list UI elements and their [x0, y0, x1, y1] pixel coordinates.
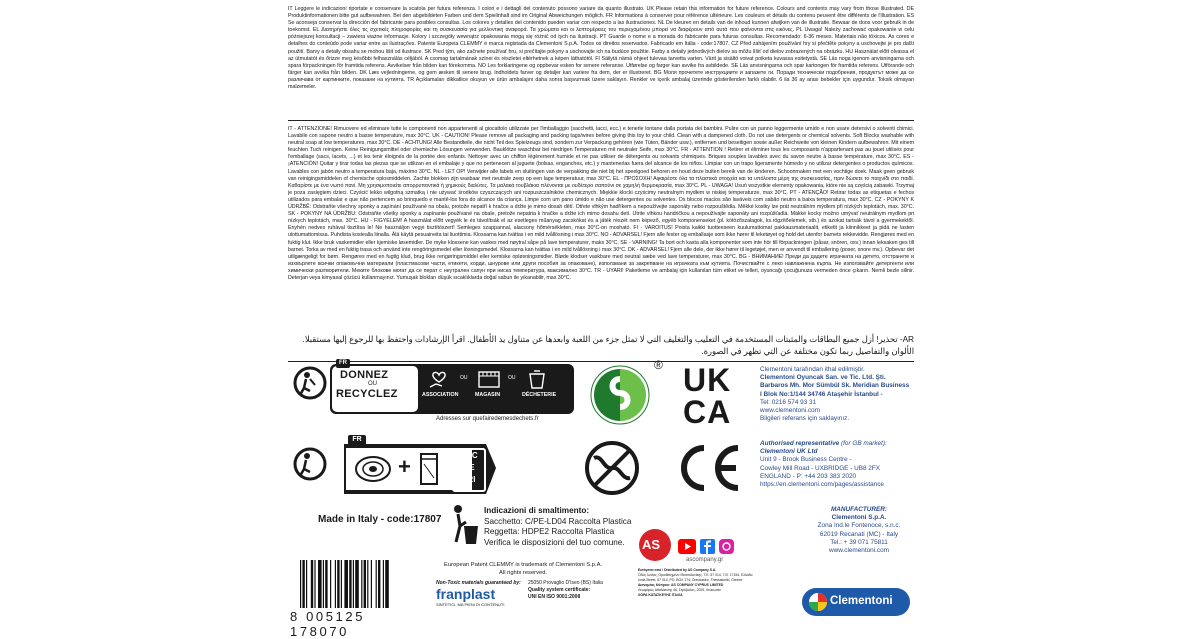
- ukca-mark: [683, 364, 741, 430]
- franplast-logo: franplast: [436, 586, 496, 602]
- barcode-bar: [367, 560, 368, 608]
- instagram-icon: [719, 539, 734, 554]
- recycling-bin-icon: [526, 369, 548, 389]
- option-magasin: MAGASIN: [475, 392, 501, 398]
- ou-small: OU: [460, 375, 468, 381]
- plastic-bag-icon: [418, 450, 440, 486]
- barcode-bar: [378, 560, 380, 608]
- barcode-bar: [376, 560, 377, 608]
- disposal-instructions: Indicazioni di smaltimento: Sacchetto: C/PE-LD04 Raccolta Plastica Reggetta: HDPE2 Raccolta Plastica Verifica le disposizioni del tuo comune.: [484, 506, 632, 547]
- distributor-info: Εισάγεται από / Distributed by AS Company S.A. Οδός Ιωνίας, Οριοθετημένο Θεσσαλονίκης, Τ.Κ. 57 014, Τ.Θ. 17154, Ελλάδα Ionia Street, 57 014, PO. BOX 174, Oreokastro, Thessaloniki, Greece Διανομέας Κύπρου: AS COMPANY CYPRUS LIMITED Λεωφόρος Αθαλάσσης 46, Στρόβολος, 2025, Λευκωσία ΧΩΡΑ ΚΑΤΑΣΚΕΥΗΣ ΙΤΑΛΙΑ: [638, 568, 753, 597]
- packaging-back-panel: [288, 0, 914, 639]
- tape-roll-icon: [354, 454, 392, 484]
- disposal-options: [422, 367, 572, 411]
- registered-mark: ®: [654, 358, 663, 372]
- barcode-group-1: 005125: [306, 609, 366, 624]
- uk-representative-info: Authorised representative (for GB market): Clementoni UK Ltd Unit 9 - Brook Business Centre - Cowley Mill Road - UXBRIDGE - UB8 2FX ENGLAND - P: +44 203 383 2020 https://en.clementoni.com/pages/assistance: [760, 440, 887, 489]
- barcode-lead-digit: 8: [290, 609, 300, 624]
- barcode-bar: [302, 560, 304, 608]
- hands-heart-icon: [428, 369, 450, 389]
- barcode-bar: [314, 560, 315, 608]
- ou-text: OU: [368, 381, 377, 387]
- website-text: Adresses sur quefairedemesdechets.fr: [436, 416, 539, 422]
- social-icons: [678, 538, 740, 556]
- barcode-bar: [364, 560, 366, 608]
- ukca-line-1: UK: [683, 362, 732, 398]
- as-company-logo: AS: [636, 528, 674, 562]
- fr-recycle-label: [290, 438, 500, 500]
- as-site: ascompany.gr: [686, 557, 724, 563]
- barcode-bar: [361, 560, 362, 608]
- barcode: [290, 560, 430, 639]
- option-decheterie: DÉCHETERIE: [522, 392, 557, 398]
- barcode-bar: [385, 560, 389, 608]
- green-dot-icon: [590, 365, 650, 425]
- bac-de-tri-bin: BAC DE TRI: [452, 448, 486, 492]
- barcode-bar: [371, 560, 372, 608]
- barcode-bar: [323, 560, 324, 608]
- option-association: ASSOCIATION: [422, 392, 459, 398]
- multilingual-info-text: IT Leggere le indicazioni riportate e conservare la scatola per futura referenza. I colori e i dettagli del contenuto possono variare da quanto illustrato. UK Please retain this information for future reference. Colours and contents may vary from those illustrated. DE Produktinformationen bitte gut aufbewahren. Bei den abgebildeten Farben und dem Spielinhalt sind im Original Abweichungen möglich. FR Informations à conserver pour référence ultérieure. Les couleurs et détails du contenu peuvent être différents de l'illustration. ES Se aconseja conservar la dirección del fabricante para posibles consultas. Los colores y detalles del contenido pueden variar con respecto a las ilustraciones. NL De kleuren en details van de inhoud kunnen afwijken van de illustratie. Bewaar de doos voor gebruik in de toekomst. EL Διατηρήστε όλες τις σχετικές πληροφορίες και τη συσκευασία για μελλοντική αναφορά. Τα χρώματα και οι λεπτομέρειες του περιεχομένου μπορεί να διαφέρουν από αυτά που φαίνονται στις εικόνες. PL Uwaga! Należy zachować opakowanie w celu późniejszej konsultacji – zawiera ważne informacje. Kolory i szczegóły wewnątrz opakowania mogą się różnić od tych na ilustracji. PT Guarde o nome e a morada do fabricante para futuras consultas. Recomendado: 6-36 meses. Materiais não tóxicos. As cores e detalhes do conteúdo pode variar entre as ilustrações. Patente Europeia CLEMMY é marca registada da Clementoni S.p.A. Todos os direitos reservados. Fabricado em Itália - code:17807. CZ Před zahájením používání hry si přečtěte pokyny a uschovejte je pro další použití. Barvy a detaily obsahu se mohou lišit od ilustrace. SK Pred tým, ako začnete používať hru, si prečítajte pokyny a uschovajte ich na budúce použitie. Farby a detaily jednotlivých dielov sa môžu líšiť od dielov zobrazených na obrázku. HU Használat előtt olvassa el az útmutatót és őrizze meg későbbi felhasználás céljából. A csomag tartalmának színei és részletei eltérhetnek a képen láthatótól. FI Säilytä nämä ohjeet tulevaa tarvetta varten. Värit ja sisältö voivat poiketa kuvassa esitetystä. SE Läs noga igenom anvisningarna och spara förpackningen för framtida referens. Avvikelser från bilden kan förekomma. NO Les forklaringene og oppbevar esken for senere referanse. Utførelse og farger kan avvike fra avbildede. SE Läs anvisningarna och spar kartongen för framtida referens. Utförande och färger kan avvika från bilden. DK Læs vejledningerne, og gem æsken til senere brug. Indholdets farver og detaljer kan variere fra dem, der er illustreret. BG Моля прочетете инструкциите и запазете ги. Поради технически подобрения, продуктът може да се различава от картинките, показани на кутията. TR Açıklamaları dikkatlice okuyun ve ürün ambalajını daha sonra başvurmak üzere saklayın. Renkler ve içerik ambalaj üzerinde gösterilenden farklı olabilir. 6 ila 36 ay arası bebekler için uygundur. Toksik olmayan malzemeler.: [288, 6, 914, 91]
- triman-donnez-recyclez-label: [290, 361, 576, 431]
- barcode-group-2: 178070: [290, 624, 349, 639]
- shop-icon: [477, 369, 501, 389]
- arabic-warning-text: AR- تحذير! أزل جميع البطاقات والمثبتات المستخدمة في التعليب والتغليف التي لا تمثل جزء من اللعبة وابعدها عن متناول يد الأطفال. اقرأ الإرشادات واحتفظ بها للرجوع إليها مستقبلا. الألوان والتفاصيل ربما تكون مختلفة عن التي تظهر في الصورة.: [302, 334, 914, 356]
- ou-small: OU: [508, 375, 516, 381]
- barcode-bar: [318, 560, 322, 608]
- barcode-bar: [300, 560, 301, 608]
- multilingual-warnings-text: IT - ATTENZIONE! Rimuovere ed eliminare tutte le componenti non appartenenti al giocattolo utilizzate per l'imballaggio (sacchetti, lacci, ecc.) e tenerle lontane dalla portata dei bambini. Pulire con un panno leggermente umido e non usare detersivi o solventi chimici. Lavabile con sapone neutro a basse temperature, max 30°C. UK - CAUTION! Please remove all packaging and packing tags/wires before giving this toy to your child. Clean with a dampened cloth. Do not use detergents or chemical solvents. Soft Blocks washable with neutral soap at low temperatures, max 30°C. DE - ACHTUNG! Alle Bestandteile, die nicht Teil des Spielzeugs sind, sondern zur Verpackung gehören (wie Tüten, Bänder usw.), entfernen und beseitigen sowie außer Reichweite von kleinen Kindern aufbewahren. Mit einem feuchten Tuch reinigen. Keine Reinigungsmittel oder chemische Lösungen verwenden. Bauklötze waschbar bei niedrigen Temperaturen mit neutraler Seife, max 30°C. FR - ATTENTION ! Retirer et éliminer tous les composants n'appartenant pas au jouet utilisés pour l'emballage (sacs, lacets, ...) et les tenir éloignés de la portée des enfants. Nettoyer avec un chiffon légèrement humide et ne pas utiliser de détergents ou solvants chimiques. Briques souples lavables avec du savon neutre à basse température, max 30°C. ES - ¡ATENCIÓN! Quitar y tirar todas las piezas que se utilizan en el embalaje y que no pertenecen al juguete (bolsas, enganches, etc.) y mantenerlas fuera del alcance de los niños. Limpiar con un trapo ligeramente húmedo y no utilizar detergentes o productos químicos. Lavables con jabón neutro a temperatura baja, máximo 30°C. NL - LET OP! Verwijder alle labels en sluitingen van de verpakking die niet bij het speelgoed behoren en houd deze buiten bereik van de kinderen. Schoonmaken met een vochtige doek. Maak geen gebruik van reinigingsmiddelen of chemische oplosmiddelen. Zachte blokken zijn wasbaar met neutrale zeep op een lage temperatuur, max 30°C. EL - ΠΡΟΣΟΧΗ! Αφαιρέστε όλα τα πλαστικά στοιχεία και τα υπόλοιπα μέρη της συσκευασίας, πριν δώσετε το παιχνίδι στο παιδί. Καθαρίστε με ένα νωπό πανί. Μη χρησιμοποιείτε απορρυπαντικά ή χημικούς διαλύτες. Τα μαλακά τουβλάκια πλένονται με ουδέτερο σαπούνι σε χαμηλή θερμοκρασία, max 30°C. PL - UWAGA! Usuń wszystkie elementy opakowania, które nie są częścią zabawki. Trzymaj je poza zasięgiem dzieci. Czyścić lekko wilgotną szmatką i nie używać środków czyszczących ani rozpuszczalników chemicznych. Miękkie klocki czyścimy neutralnym mydłem w niskiej temperaturze, max 30°C. PT - ATENÇÃO! Retirar todas as etiquetas e fechos utilizados para embalar e que não pertencem ao brinquedo e mantê-los fora do alcance da criança. Limpe com um pano úmido e não use detergentes ou solventes. Os blocos macios são laváveis com sabão neutro a baixa temperatura, max 30°C. CZ - POKYNY K ÚDRŽBĚ: Odstraňte všechny sponky a zapínání používané na obalu, protože nepatří k hračce a držte je mimo dosah dětí. Otřete vlhkým hadříkem a nepoužívejte saponáty nebo rozpouštědla. Měkké kostky lze prát neutrálním mýdlem při nízkých teplotách, max. 30°C. SK - POKYNY NA ÚDRŽBU: Odstráňte všetky sponky a zapínanie používané na obale, pretože nepatria k hračke a držte ich mimo dosahu detí. Utrite vlhkou handričkou a nepoužívajte saponáty ani rozpúšťadlá. Mäkké kocky možno umývať neutrálnym mydlom pri nízkych teplotách, max. 30°C. HU - FIGYELEM! A használat előtt vegyék le és távolítsák el az esetleges műanyag zacskókat és a játék részét nem képező, egyéb komponenseket (pl. kötözőszalagok, ks.rögzítőelemek, stb.) és azokat tartsák távol a gyermekektől. Enyhén nedves ruhával tisztítsa le! Ne használjon vegyi tisztítószert! Semleges szappannal, alacsony hőmérsékleten, max 30°C-on mosható. FI - VAROITUS! Poista kaikki tuotteeseen kuulumattomat pakkausmateriaalit, etiketit ja kiinnikkeet ja pidä ne lasten ulottumattomissa. Puhdista kostealla liinalla. Älä käytä pesuaineita tai liuottimia. Klossarna kan tvättas i en mild tvållösning i max 30°C. NO - ADVARSEL! Fjern alle fester og emballasje som ikke hører til leketøyet og hold det utenfor barnets rekkevidde. Rengjøres med en fuktig klut. Ikke bruk vaskemidler eller kjemiske løsemidler. De myke klossene kan vaskes med nøytral såpe på lave temperaturer, maks 30°C. SE - VARNING! Ta bort och kasta alla komponenter som inte hör till förpackningen (påsar, snören, osv.) innan leksaken ges till barnet. Torka av med en fuktig trasa och använd inte rengöringsmedel eller lösningsmedel. Klossarna kan tvättas i en mild tvållösning i max 30°C. DK - ADVARSEL! Fjern alle dele, der ikke hører til legetøjet, men er anvendt til emballering (poser, snore mv.). Opbevar det utilgængeligt for børn. Rengøres med en fugtig klud, brug ikke rengøringsmiddel eller kemiske opløsningsmidler. Bløde klodser vaskbare med neutral sæbe ved lave temperaturer, max 30°C. BG - ВНИМАНИЕ! Преди да дадете играчката на детето, отстранете и изхвърлете всички опаковъчни материали (пластмасови части, етикети, корди, шнурове или други пособия за опаковане), използвани за закрепване на играчката към кутията. Почиствайте с леко навлажнена кърпа. Не използвайте детергенти или химически разтворители. Меките блокове могат да се перат с неутрален сапун при ниска температура, максимално 30°C. TR - UYARI! Paketleme ve ambalaj için kullanılan tüm etiket ve telleri, oyuncağı çocuğunuza vermeden önce çıkarın. Nemli bezle silinir. Deterjan veya kimyasal çözücü kullanmayınız. Yumuşak blokları düşük sıcaklıklarda doğal sabun ile yıkanabilir, max 30°C.: [288, 126, 914, 281]
- barcode-bar: [355, 560, 359, 608]
- barcode-bar: [383, 560, 384, 608]
- fr-badge: FR: [348, 435, 366, 445]
- franplast-address: 25050 Provaglio D'Iseo (BS) Italia Quality system certificate: UNI EN ISO 9001:2008: [528, 580, 603, 600]
- turkey-importer-info: Clementoni tarafından ithal edilmiştir. Clementoni Oyuncak San. ve Tic. Ltd. Şti. Barbaros Mh. Mor Sümbül Sk. Meridian Business I Blok No:1/144 34746 Ataşehir İstanbul - Tel: 0216 574 93 31 www.clementoni.com Bilgileri referans için saklayınız.: [760, 366, 910, 423]
- clementoni-ball-icon: [808, 592, 828, 612]
- barcode-bar: [341, 560, 342, 608]
- barcode-bar: [349, 560, 351, 608]
- age-warning-icon: [584, 440, 640, 496]
- triman-icon: [295, 368, 325, 398]
- made-in-italy: Made in Italy - code:17807: [318, 514, 442, 525]
- barcode-bar: [335, 560, 336, 608]
- patent-notice: European Patent CLEMMY is trademark of Clementoni S.p.A. All rights reserved.: [444, 562, 603, 576]
- barcode-bars: [290, 560, 430, 610]
- franplast-block: Non-Toxic materials guaranteed by: franplast SINTETICI, MA PIENI DI CONTENUTI: [436, 580, 586, 607]
- plus-sign: +: [398, 454, 411, 479]
- fr-badge: FR: [336, 359, 350, 368]
- tidyman-bin-icon: [448, 504, 480, 546]
- barcode-bar: [337, 560, 339, 608]
- barcode-bar: [330, 560, 331, 608]
- ce-mark: [674, 440, 744, 496]
- manufacturer-info: MANUFACTURER: Clementoni S.p.A. Zona Ind.le Fontenoce, s.n.c. 62019 Recanati (MC) - Italy Tel.: + 39 071 75811 www.clementoni.com: [817, 506, 901, 555]
- donnez-text: DONNEZ: [340, 369, 389, 381]
- barcode-bar: [344, 560, 348, 608]
- barcode-bar: [311, 560, 313, 608]
- barcode-bar: [306, 560, 307, 608]
- ukca-line-2: CA: [683, 394, 732, 430]
- clementoni-logo: Clementoni: [802, 588, 910, 616]
- barcode-bar: [325, 560, 327, 608]
- barcode-bar: [353, 560, 354, 608]
- divider: [288, 120, 914, 121]
- recyclez-text: RECYCLEZ: [336, 388, 398, 400]
- triman-icon: [290, 444, 330, 484]
